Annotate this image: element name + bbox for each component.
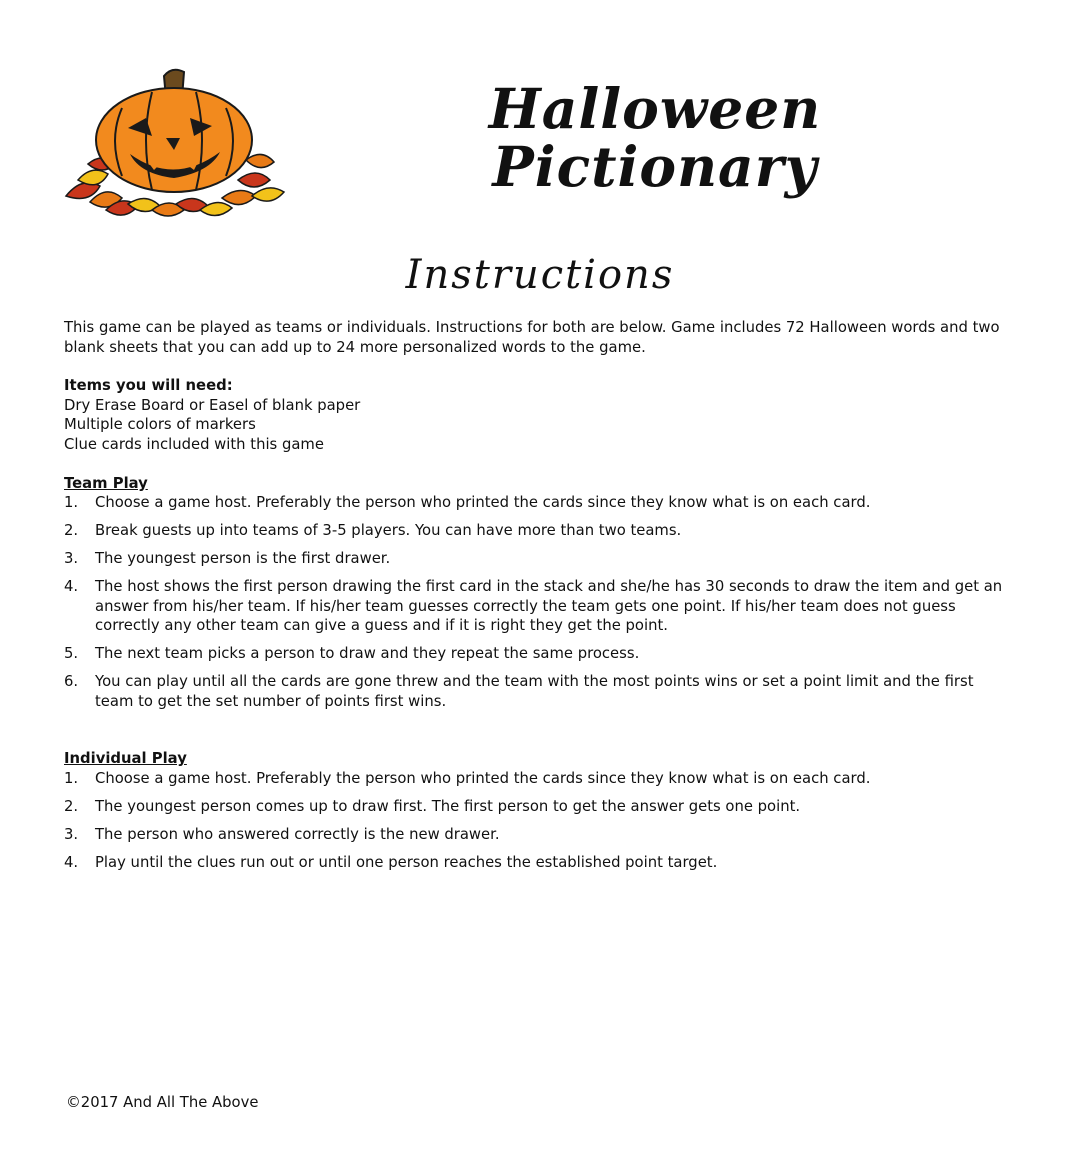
step-text: Play until the clues run out or until one person reaches the established point target. bbox=[95, 854, 718, 871]
individual-play-heading: Individual Play bbox=[64, 750, 187, 768]
item-line: Clue cards included with this game bbox=[64, 435, 324, 453]
individual-step bbox=[64, 825, 1014, 845]
instructions-body bbox=[64, 318, 1014, 881]
step-text: You can play until all the cards are gone threw and the team with the most points wins or set a point limit and the first team to get the set number of points first wins. bbox=[95, 673, 974, 710]
step-text: Break guests up into teams of 3-5 players. You can have more than two teams. bbox=[95, 522, 682, 540]
team-step bbox=[64, 672, 1014, 711]
step-text: The next team picks a person to draw and they repeat the same process. bbox=[95, 645, 640, 663]
individual-play-steps bbox=[64, 769, 1014, 873]
team-step bbox=[64, 577, 1014, 636]
document-title bbox=[470, 76, 840, 199]
step-text: The host shows the first person drawing the first card in the stack and she/he has 30 seconds to draw the item and get an answer from his/her team. If his/her team guesses correctly the team gets one point. If his/her team does not guess correctly any other team can give a guess and if it is right they get the point. bbox=[95, 578, 1003, 635]
step-number: 4. bbox=[64, 578, 79, 596]
items-heading: Items you will need: bbox=[64, 377, 233, 395]
item-line: Dry Erase Board or Easel of blank paper bbox=[64, 396, 361, 414]
step-text: Choose a game host. Preferably the person who printed the cards since they know what is on each card. bbox=[95, 770, 871, 788]
title-line-1: Halloween bbox=[488, 76, 822, 141]
intro-paragraph: This game can be played as teams or individuals. Instructions for both are below. Game includes 72 Halloween words and two blank sheets that you can add up to 24 more personalized words to the game. bbox=[64, 319, 1000, 356]
step-number: 1. bbox=[64, 770, 79, 788]
step-text: The youngest person is the first drawer. bbox=[95, 550, 391, 568]
team-play-heading: Team Play bbox=[64, 474, 148, 492]
copyright-footer: ©2017 And All The Above bbox=[66, 1094, 259, 1111]
step-number: 2. bbox=[64, 522, 79, 540]
step-text: The youngest person comes up to draw first. The first person to get the answer gets one point. bbox=[95, 798, 801, 816]
jack-o-lantern-icon bbox=[62, 68, 287, 223]
step-number: 5. bbox=[64, 645, 79, 663]
step-number: 3. bbox=[64, 550, 79, 568]
step-number: 6. bbox=[64, 673, 79, 691]
individual-step bbox=[64, 769, 1014, 789]
team-step bbox=[64, 493, 1014, 513]
team-step bbox=[64, 644, 1014, 664]
individual-step bbox=[64, 853, 1014, 873]
step-text: The person who answered correctly is the new drawer. bbox=[95, 826, 500, 844]
step-number: 1. bbox=[64, 494, 79, 512]
step-number: 4. bbox=[64, 854, 79, 871]
team-step bbox=[64, 521, 1014, 541]
step-text: Choose a game host. Preferably the person who printed the cards since they know what is on each card. bbox=[95, 494, 871, 512]
instructions-heading: Instructions bbox=[405, 252, 675, 298]
step-number: 3. bbox=[64, 826, 79, 844]
step-number: 2. bbox=[64, 798, 79, 816]
individual-step bbox=[64, 797, 1014, 817]
item-line: Multiple colors of markers bbox=[64, 416, 256, 434]
team-play-steps bbox=[64, 493, 1014, 711]
title-line-2: Pictionary bbox=[492, 134, 818, 199]
team-step bbox=[64, 549, 1014, 569]
